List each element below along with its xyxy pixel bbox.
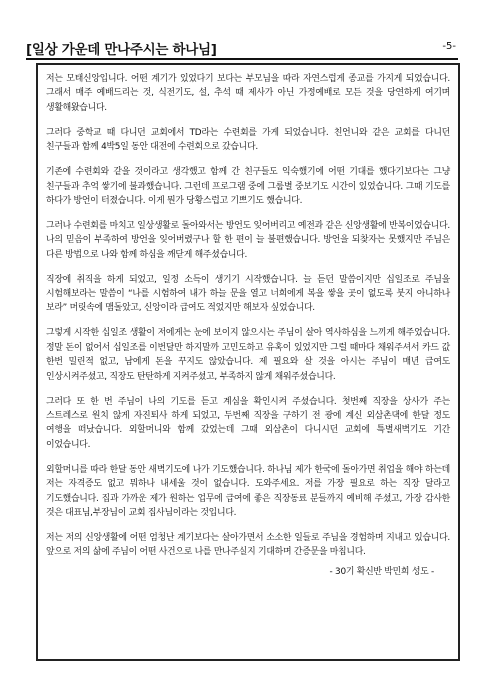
- paragraph-3: 기존에 수련회와 같을 것이라고 생각했고 함께 간 친구들도 익숙했기에 어떤 기대를 했다기보다는 그냥 친구들과 추억 쌓기에 불과했습니다. 그런데 프로그램 중에 그룹별 중보기도 시간이 있었습니다. 그때 기도를 하다가 방언이 터졌습니다. 이게 뭔가 당황스럽고 기쁘기도 했습니다.: [46, 167, 450, 206]
- paragraph-5: 직장에 취직을 하게 되었고, 일정 소득이 생기기 시작했습니다. 늘 듣던 말씀이지만 십일조로 주님을 시험해보라는 말씀이 “나를 시험하여 내가 하늘 문을 열고 너희에게 복을 쌓을 곳이 없도록 붓지 아니하나 보라” 머릿속에 맴돌았고, 신앙이라 급여도 적었지만 해보자 싶었습니다.: [46, 274, 450, 314]
- testimony-content: [46, 72, 450, 580]
- author-signature: - 30기 확신반 박민희 성도 -: [329, 567, 434, 578]
- paragraph-4: 그러나 수련회를 마치고 일상생활로 돌아와서는 방언도 잊어버리고 예전과 같은 신앙생활에 반복이었습니다. 나의 믿음이 부족하여 방언을 잊어버렸구나 할 한 편이 늘 불편했습니다. 방언을 되찾자는 못했지만 주님은 다른 방법으로 나와 함께 하심을 깨닫게 해주셨습니다.: [46, 220, 450, 260]
- page-number: -5-: [442, 41, 456, 52]
- paragraph-2: 그러다 중학교 때 다니던 교회에서 TD라는 수련회를 가게 되었습니다. 친언니와 같은 교회를 다니던 친구들과 함께 4박5일 동안 대전에 수련회으로 갔습니다.: [46, 127, 450, 153]
- paragraph-1: 저는 모태신앙입니다. 어떤 계기가 있었다기 보다는 부모님을 따라 자연스럽게 종교를 가지게 되었습니다. 그래서 매주 예배드리는 것, 식전기도, 설, 추석 때 제사가 아닌 가정예배로 모든 것을 당연하게 여기며 생활해왔습니다.: [46, 74, 450, 113]
- paragraph-8: 외할머니를 따라 한달 동안 새벽기도에 나가 기도했습니다. 하나님 제가 한국에 돌아가면 취업을 해야 하는데 저는 자격증도 없고 뭐하나 내세울 것이 없습니다. 도와주세요. 저를 가장 필요로 하는 직장 달라고 기도했습니다. 집과 가까운 제가 원하는 업무에 급여에 좋은 직장동료 분들까지 예비해 주셨고, 가장 감사한 것은 대표님,부장님이 교회 집사님이라는 것입니다.: [46, 464, 450, 519]
- paragraph-7: 그러다 또 한 번 주님이 나의 기도를 듣고 계심을 확인시켜 주셨습니다. 첫번째 직장을 상사가 주는 스트레스로 원치 않게 자진퇴사 하게 되었고, 두번째 직장을 구하기 전 광에 계신 외삼촌댁에 한달 정도 여행을 떠났습니다. 외할머니와 함께 갔었는데 그때 외삼촌이 다니시던 교회에 특별새벽기도 기간 이었습니다.: [46, 396, 450, 450]
- paragraph-6: 그렇게 시작한 십일조 생활이 저에게는 눈에 보이지 않으시는 주님이 살아 역사하심을 느끼게 해주었습니다. 정말 돈이 없어서 십일조를 이번달만 하지말까 고민도하고 유혹이 있었지만 그럴 때마다 채워주셔서 카드 값 한번 밀린적 없고, 남에게 돈을 꾸지도 않았습니다. 제 필요와 살 것을 아시는 주님이 매년 급여도 인상시켜주셨고, 직장도 탄탄하게 지켜주셨고, 부족하지 않게 채워주셨습니다.: [46, 328, 450, 382]
- page-title: [일상 가운데 만나주시는 하나님]: [26, 42, 217, 58]
- testimony-box: [36, 63, 460, 661]
- page-header: [26, 38, 456, 58]
- title-underline: [26, 58, 458, 60]
- paragraph-9: 저는 저의 신앙생활에 어떤 엄청난 계기보다는 살아가면서 소소한 일들로 주님을 경험하며 지내고 있습니다. 앞으로 저의 삶에 주님이 어떤 사건으로 나를 만나주실지 기대하며 간증문을 마칩니다.: [46, 532, 450, 558]
